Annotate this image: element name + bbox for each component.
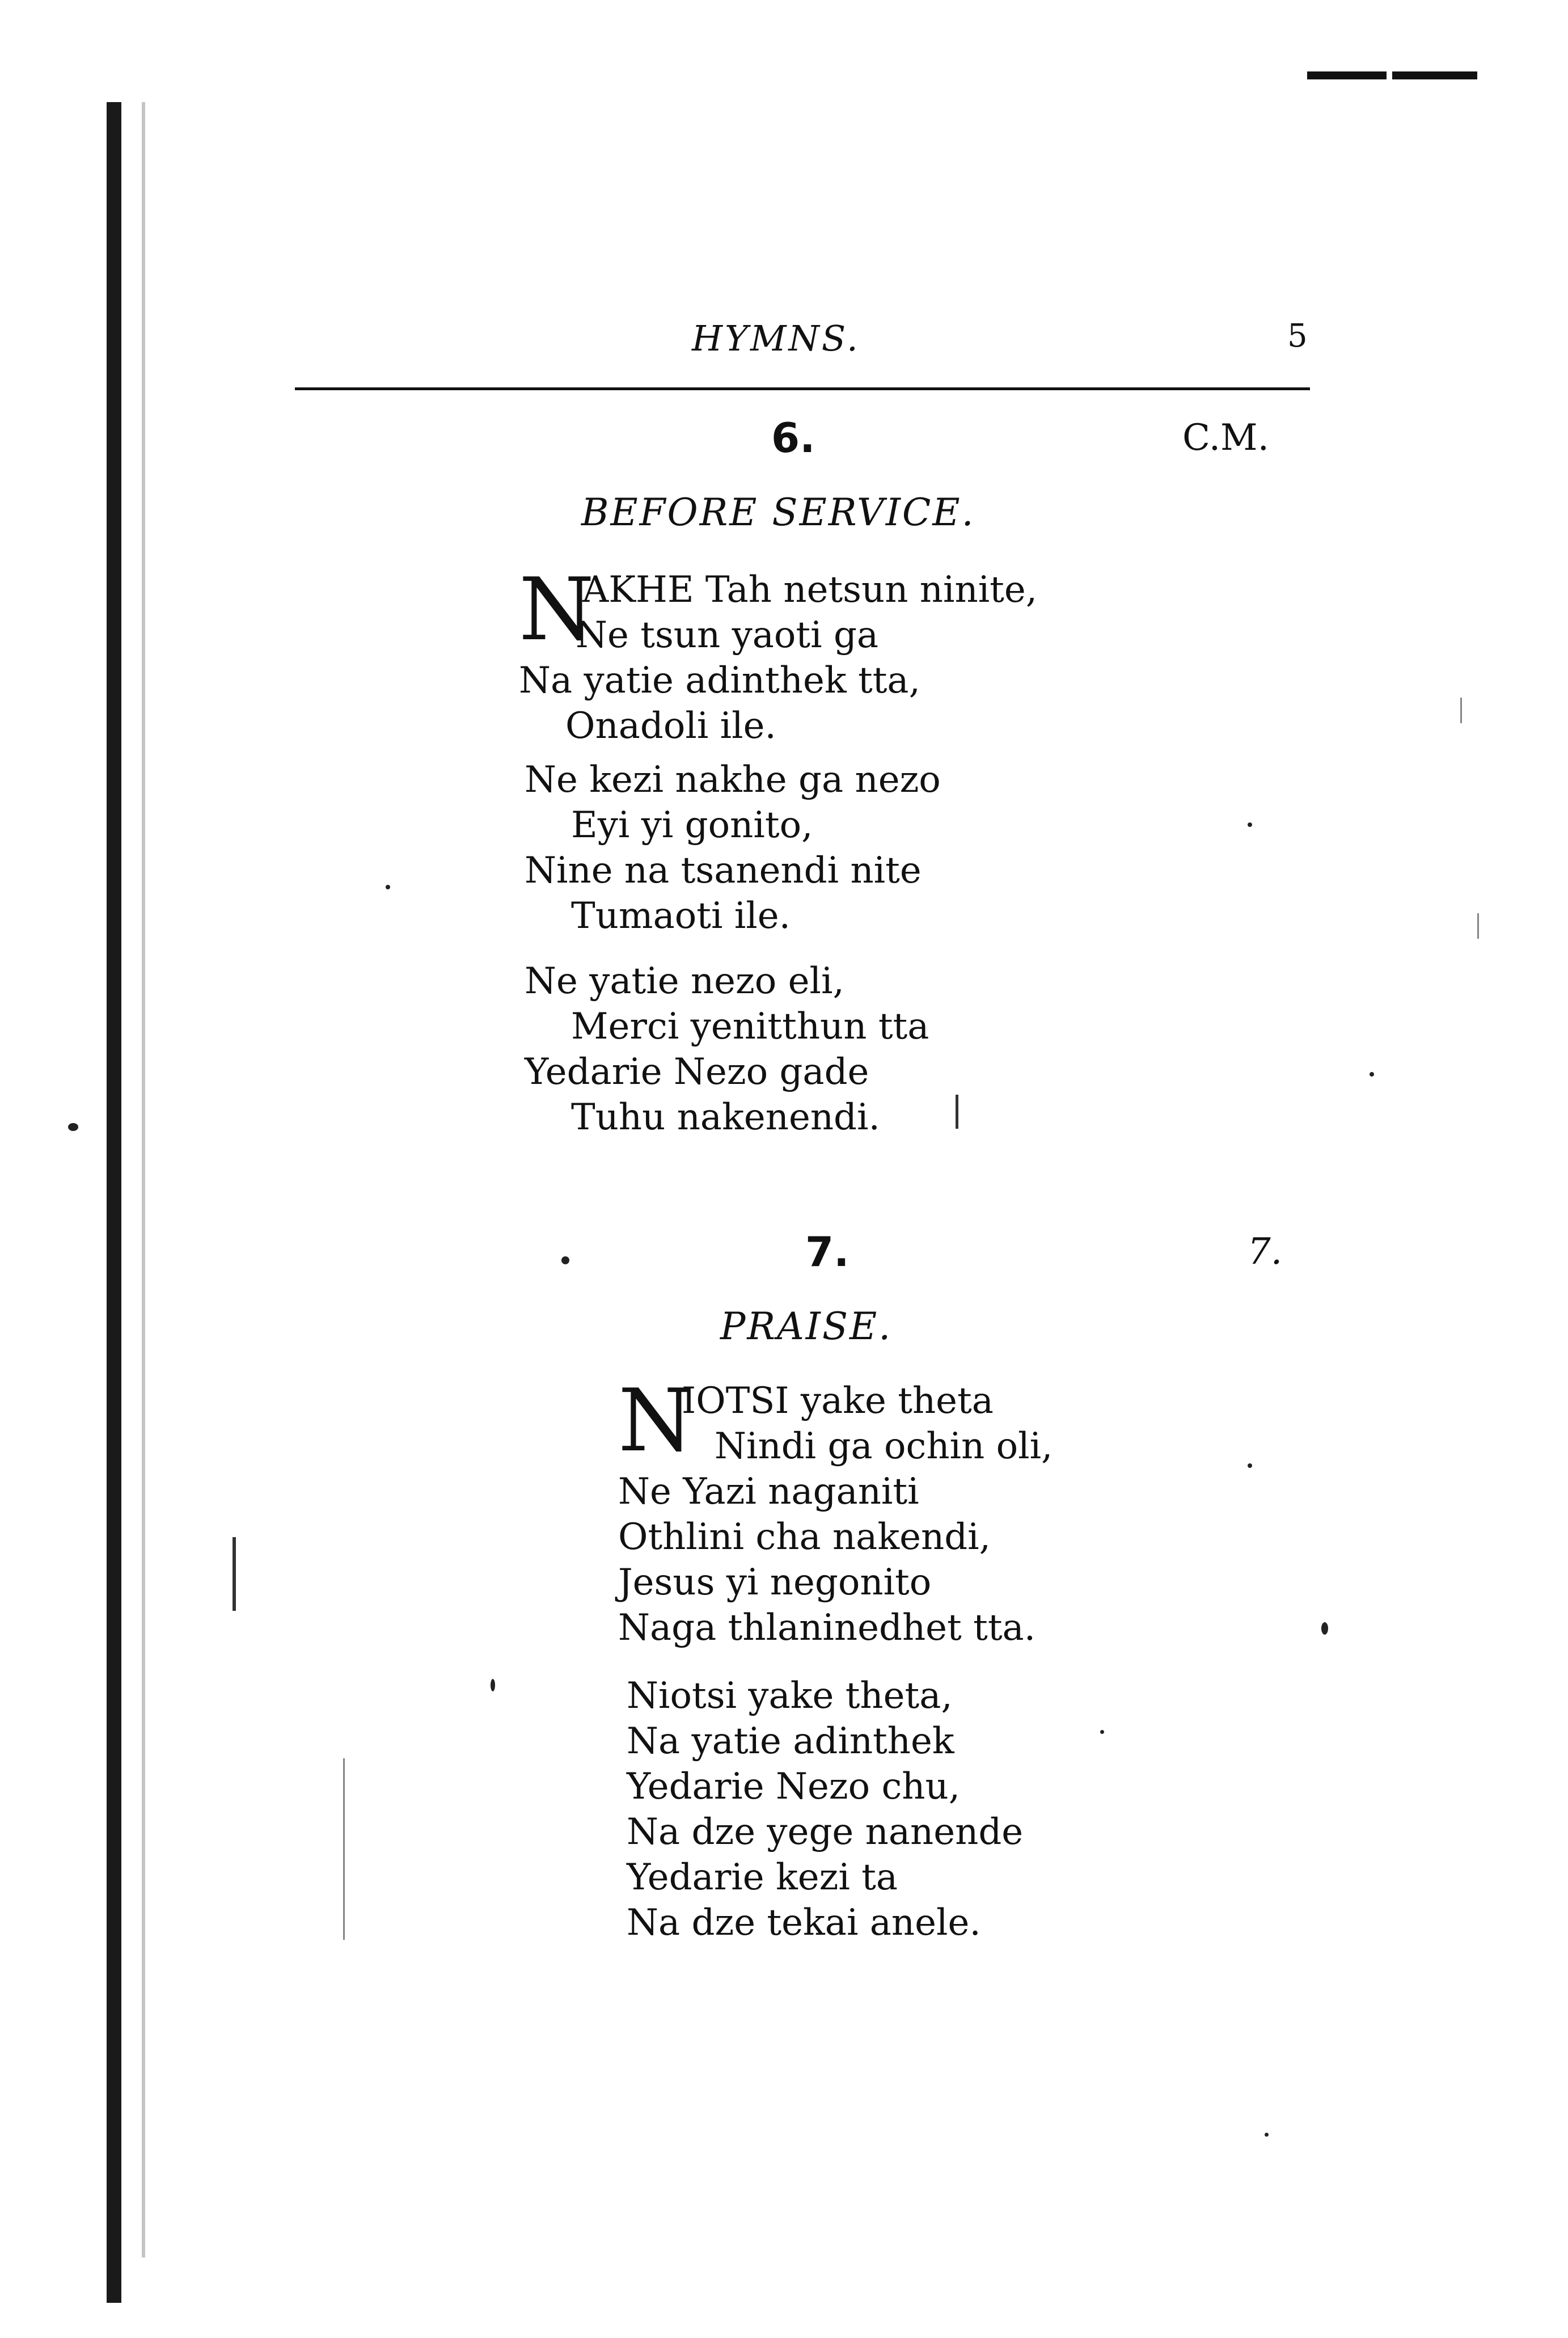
ink-speck bbox=[1248, 822, 1252, 827]
page-number: 5 bbox=[1287, 318, 1308, 355]
verse-line: Na dze yege nanende bbox=[627, 1811, 1024, 1853]
ink-speck bbox=[1321, 1622, 1328, 1635]
verse-line: Tumaoti ile. bbox=[571, 895, 791, 937]
verse-line: Jesus yi negonito bbox=[618, 1562, 932, 1603]
verse-line: AKHE Tah netsun ninite, bbox=[582, 569, 1038, 611]
hymn-number: 7. bbox=[805, 1228, 849, 1276]
stanza bbox=[525, 757, 941, 939]
ink-speck bbox=[491, 1679, 495, 1691]
stray-mark bbox=[956, 1095, 958, 1129]
stanza bbox=[618, 1370, 1053, 1651]
header-rule bbox=[295, 387, 1310, 390]
verse-line: Na yatie adinthek bbox=[627, 1720, 954, 1762]
ink-speck bbox=[1248, 1463, 1252, 1468]
ink-speck bbox=[386, 885, 390, 889]
verse-line: Yedarie Nezo gade bbox=[525, 1051, 869, 1093]
binding-shadow bbox=[142, 102, 145, 2257]
stanza bbox=[525, 959, 929, 1140]
verse-line: Othlini cha nakendi, bbox=[618, 1516, 991, 1558]
verse-line: Ne kezi nakhe ga nezo bbox=[525, 759, 941, 801]
stray-mark bbox=[1477, 913, 1479, 939]
ink-speck bbox=[1100, 1730, 1104, 1734]
verse-line: Eyi yi gonito, bbox=[571, 804, 813, 846]
stanza-first-lines bbox=[519, 559, 1038, 660]
verse-line: Tuhu nakenendi. bbox=[571, 1096, 880, 1138]
verse-line: Onadoli ile. bbox=[565, 705, 776, 747]
hymn-title: PRAISE. bbox=[720, 1305, 893, 1348]
ink-speck bbox=[1265, 2133, 1269, 2137]
drop-cap: N bbox=[618, 1370, 694, 1471]
verse-line: Niotsi yake theta, bbox=[627, 1675, 953, 1717]
hymn-meter: C.M. bbox=[1182, 417, 1269, 459]
corner-mark bbox=[1392, 71, 1477, 79]
verse-line: IOTSI yake theta bbox=[682, 1380, 994, 1422]
stanza-first-lines bbox=[618, 1370, 1053, 1471]
stanza bbox=[627, 1673, 1023, 1945]
verse-line: Na yatie adinthek tta, bbox=[519, 660, 920, 702]
ink-speck bbox=[1370, 1072, 1374, 1077]
ink-speck bbox=[68, 1123, 78, 1131]
running-title: HYMNS. bbox=[692, 318, 860, 359]
verse-line: Ne yatie nezo eli, bbox=[525, 960, 844, 1002]
stray-mark bbox=[1460, 698, 1462, 723]
hymn-number: 6. bbox=[771, 414, 815, 462]
ink-speck bbox=[561, 1256, 569, 1264]
stray-mark bbox=[343, 1758, 345, 1940]
binding-edge bbox=[107, 102, 121, 2303]
corner-mark bbox=[1307, 71, 1387, 79]
verse-line: Ne Yazi naganiti bbox=[618, 1471, 919, 1513]
stray-mark bbox=[233, 1537, 236, 1611]
stanza bbox=[519, 559, 1038, 749]
verse-line: Nindi ga ochin oli, bbox=[715, 1425, 1053, 1467]
verse-line: Naga thlaninedhet tta. bbox=[618, 1607, 1036, 1649]
drop-cap: N bbox=[519, 559, 594, 660]
verse-line: Ne tsun yaoti ga bbox=[576, 614, 879, 656]
verse-line: Nine na tsanendi nite bbox=[525, 850, 922, 892]
hymn-meter: 7. bbox=[1248, 1231, 1283, 1273]
verse-line: Na dze tekai anele. bbox=[627, 1902, 981, 1944]
verse-line: Yedarie kezi ta bbox=[627, 1856, 898, 1898]
verse-line: Yedarie Nezo chu, bbox=[627, 1766, 961, 1808]
hymn-title: BEFORE SERVICE. bbox=[581, 491, 975, 534]
verse-line: Merci yenitthun tta bbox=[571, 1006, 929, 1048]
